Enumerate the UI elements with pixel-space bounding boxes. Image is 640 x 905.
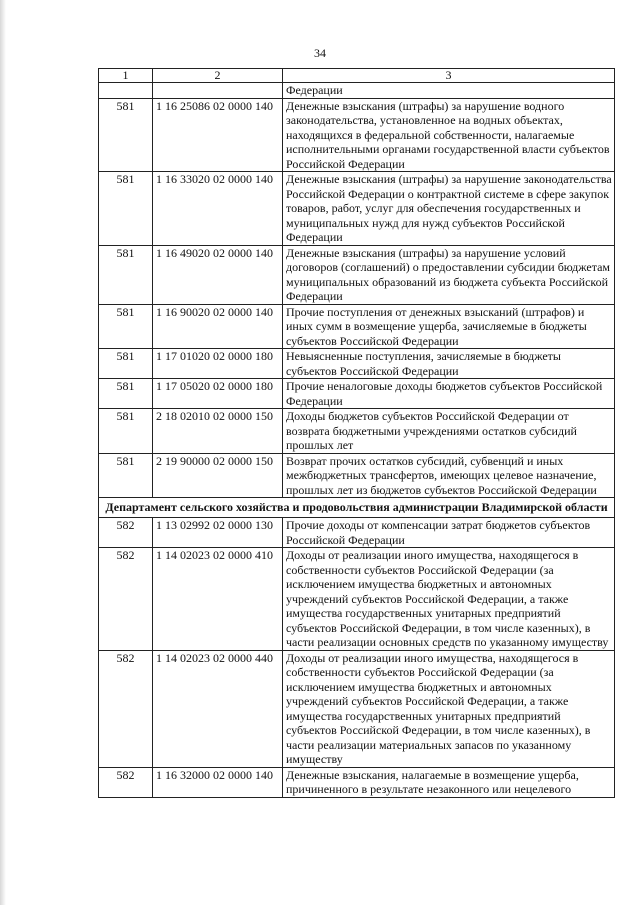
admin-code-cell: 582 — [99, 548, 153, 651]
revenue-code-cell: 1 17 01020 02 0000 180 — [153, 349, 283, 379]
description-cell: Прочие поступления от денежных взысканий (штрафов) и иных сумм в возмещение ущерба, зачисляемые в бюджеты субъектов Российской Федерации — [283, 304, 615, 349]
column-header-1: 1 — [99, 69, 153, 83]
table-row — [99, 409, 615, 454]
revenue-code-cell: 1 16 25086 02 0000 140 — [153, 98, 283, 172]
admin-code-cell: 582 — [99, 767, 153, 797]
description-cell: Доходы от реализации иного имущества, находящегося в собственности субъектов Российской Федерации (за исключением имущества бюджетных и автономных учреждений субъектов Российской Федерации, а также имущества государственных унитарных предприятий субъектов Российской Федерации, в том числе казенных), в части реализации материальных запасов по указанному имуществу — [283, 650, 615, 767]
table-row — [99, 379, 615, 409]
admin-code-cell: 582 — [99, 650, 153, 767]
revenue-code-cell: 1 14 02023 02 0000 410 — [153, 548, 283, 651]
description-cell: Невыясненные поступления, зачисляемые в бюджеты субъектов Российской Федерации — [283, 349, 615, 379]
table-row — [99, 245, 615, 304]
table-row — [99, 304, 615, 349]
scan-edge-shadow — [0, 0, 6, 905]
continuation-row — [99, 83, 615, 99]
revenue-code-cell: 1 13 02992 02 0000 130 — [153, 518, 283, 548]
table-header-row — [99, 69, 615, 83]
table-row — [99, 349, 615, 379]
revenue-code-cell: 1 16 49020 02 0000 140 — [153, 245, 283, 304]
table-row — [99, 767, 615, 797]
description-cell: Доходы бюджетов субъектов Российской Федерации от возврата бюджетными учреждениями остатков субсидий прошлых лет — [283, 409, 615, 454]
description-cell: Денежные взыскания (штрафы) за нарушение законодательства Российской Федерации о контрактной системе в сфере закупок товаров, работ, услуг для обеспечения государственных и муниципальных нужд для нужд субъектов Российской Федерации — [283, 172, 615, 246]
table-row — [99, 98, 615, 172]
table-row — [99, 518, 615, 548]
continuation-text: Федерации — [283, 83, 615, 99]
table-cell — [99, 83, 153, 99]
admin-code-cell: 582 — [99, 518, 153, 548]
description-cell: Возврат прочих остатков субсидий, субвенций и иных межбюджетных трансфертов, имеющих целевое назначение, прошлых лет из бюджетов субъектов Российской Федерации — [283, 453, 615, 498]
admin-code-cell: 581 — [99, 453, 153, 498]
revenue-code-cell: 2 19 90000 02 0000 150 — [153, 453, 283, 498]
admin-code-cell: 581 — [99, 98, 153, 172]
table-row — [99, 548, 615, 651]
column-header-3: 3 — [283, 69, 615, 83]
description-cell: Прочие доходы от компенсации затрат бюджетов субъектов Российской Федерации — [283, 518, 615, 548]
description-cell: Доходы от реализации иного имущества, находящегося в собственности субъектов Российской Федерации (за исключением имущества бюджетных и автономных учреждений субъектов Российской Федерации, а также имущества государственных унитарных предприятий субъектов Российской Федерации, в том числе казенных), в части реализации основных средств по указанному имуществу — [283, 548, 615, 651]
revenue-codes-table — [98, 68, 615, 798]
admin-code-cell: 581 — [99, 245, 153, 304]
admin-code-cell: 581 — [99, 379, 153, 409]
revenue-code-cell: 2 18 02010 02 0000 150 — [153, 409, 283, 454]
description-cell: Денежные взыскания, налагаемые в возмещение ущерба, причиненного в результате незаконного или нецелевого — [283, 767, 615, 797]
section-title: Департамент сельского хозяйства и продовольствия администрации Владимирской области — [99, 498, 615, 518]
description-cell: Денежные взыскания (штрафы) за нарушение водного законодательства, установленное на водных объектах, находящихся в федеральной собственности, налагаемые исполнительными органами государственной власти субъектов Российской Федерации — [283, 98, 615, 172]
description-cell: Прочие неналоговые доходы бюджетов субъектов Российской Федерации — [283, 379, 615, 409]
column-header-2: 2 — [153, 69, 283, 83]
revenue-code-cell: 1 16 90020 02 0000 140 — [153, 304, 283, 349]
revenue-code-cell: 1 16 32000 02 0000 140 — [153, 767, 283, 797]
admin-code-cell: 581 — [99, 409, 153, 454]
table-row — [99, 172, 615, 246]
section-header-row — [99, 498, 615, 518]
revenue-code-cell: 1 17 05020 02 0000 180 — [153, 379, 283, 409]
revenue-code-cell: 1 14 02023 02 0000 440 — [153, 650, 283, 767]
table-cell — [153, 83, 283, 99]
revenue-code-cell: 1 16 33020 02 0000 140 — [153, 172, 283, 246]
table-row — [99, 650, 615, 767]
admin-code-cell: 581 — [99, 349, 153, 379]
admin-code-cell: 581 — [99, 172, 153, 246]
description-cell: Денежные взыскания (штрафы) за нарушение условий договоров (соглашений) о предоставлении субсидии бюджетам муниципальных образований из бюджета субъекта Российской Федерации — [283, 245, 615, 304]
page-number: 34 — [314, 46, 326, 60]
table-row — [99, 453, 615, 498]
table-body — [99, 83, 615, 798]
admin-code-cell: 581 — [99, 304, 153, 349]
